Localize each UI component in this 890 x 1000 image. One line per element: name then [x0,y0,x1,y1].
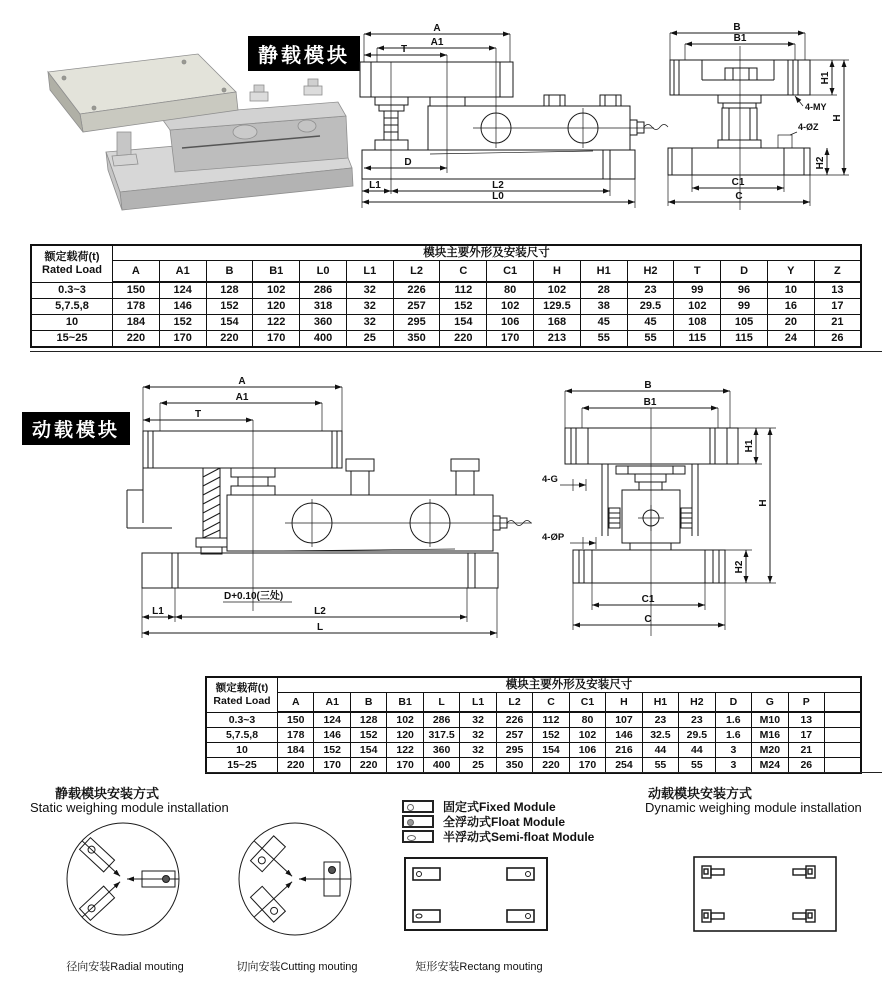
dim-label-T: T [400,44,408,55]
column-header: L1 [346,261,393,283]
table-cell: 38 [580,299,627,315]
column-header: L [423,693,459,713]
table-row [31,315,861,331]
dim-label-D: D [404,157,412,168]
column-header: G [752,693,788,713]
table-cell: 170 [487,331,534,348]
table-cell: 400 [423,758,459,774]
table-cell: 28 [580,282,627,299]
caption-cutting: 切向安装Cutting mouting [236,961,358,973]
module-type-legend [402,799,594,844]
table-cell: 152 [314,743,350,758]
table-cell: 108 [674,315,721,331]
dim-label-A: A [238,376,246,387]
dim-label-B1: B1 [733,33,747,44]
table-cell: M10 [752,712,788,728]
table-cell: 102 [253,282,300,299]
table-cell: 129.5 [534,299,581,315]
table-cell: 102 [487,299,534,315]
static-side-drawing [652,18,890,223]
table-cell: 350 [496,758,532,774]
column-header: A1 [314,693,350,713]
table-cell: 26 [788,758,824,774]
table-cell: 152 [533,728,569,743]
table-cell: 170 [314,758,350,774]
table-cell: 1.6 [715,712,751,728]
divider-line [205,772,882,773]
table-cell: 32 [346,282,393,299]
static-front-drawing [358,18,673,223]
rectangular-mounting-diagram [400,853,560,945]
column-header: H2 [627,261,674,283]
table-cell: 122 [387,743,423,758]
rated-load-header: 额定载荷(t) Rated Load [31,245,113,282]
table-cell: 124 [159,282,206,299]
table-cell: 16 [767,299,814,315]
column-header: B1 [387,693,423,713]
table-cell: 55 [679,758,715,774]
dim-label-4G: 4-G [542,474,558,485]
table-cell: 102 [534,282,581,299]
table-cell: 99 [674,282,721,299]
table-cell: 115 [674,331,721,348]
table-cell: 25 [346,331,393,348]
table-row [206,758,861,774]
table-cell: 152 [206,299,253,315]
column-header: H [606,693,642,713]
dim-label-4OZ: 4-ØZ [798,122,819,132]
dim-label-H1: H1 [820,71,831,85]
table-cell: 150 [113,282,160,299]
table-cell: 105 [721,315,768,331]
dim-label-A1: A1 [235,392,249,403]
dim-label-L2: L2 [492,180,504,191]
dynamic-dimension-table [205,676,862,774]
column-header: Z [814,261,861,283]
table-cell: 154 [206,315,253,331]
table-cell: 55 [580,331,627,348]
table-cell: 286 [300,282,347,299]
table-cell: 400 [300,331,347,348]
table-cell: 80 [487,282,534,299]
dim-label-L0: L0 [492,191,504,202]
table-cell: 10 [767,282,814,299]
column-header: A [113,261,160,283]
table-cell: 178 [113,299,160,315]
table-cell: 120 [387,728,423,743]
table-cell: 112 [440,282,487,299]
legend-item-float: 全浮动式Float Module [402,814,594,829]
table-cell: 25 [460,758,496,774]
dynamic-install-title-cn: 动载模块安装方式 [648,786,753,801]
table-cell: 178 [278,728,314,743]
table-header-row [31,245,861,261]
table-row [206,728,861,743]
table-cell: 295 [393,315,440,331]
table-row [31,299,861,315]
dim-label-H2: H2 [815,156,826,170]
column-header: H1 [642,693,678,713]
table-cell: 10 [31,315,113,331]
table-columns-row [31,261,861,283]
dim-label-D: D+0.10(三处) [224,591,284,602]
table-cell [825,743,861,758]
static-dimension-table [30,244,862,348]
column-header: D [721,261,768,283]
table-cell: 10 [206,743,278,758]
table-cell: 128 [350,712,386,728]
table-cell: 295 [496,743,532,758]
table-cell: 216 [606,743,642,758]
table-cell: 96 [721,282,768,299]
table-cell: 13 [788,712,824,728]
table-cell: 152 [159,315,206,331]
column-header: H1 [580,261,627,283]
table-cell: 29.5 [679,728,715,743]
column-header: B1 [253,261,300,283]
dynamic-front-drawing [120,373,545,663]
column-header: B [206,261,253,283]
table-cell: 128 [206,282,253,299]
table-row [206,743,861,758]
table-cell: 32 [460,743,496,758]
table-cell: 45 [580,315,627,331]
table-cell: 21 [788,743,824,758]
table-cell: 257 [496,728,532,743]
table-cell: 23 [679,712,715,728]
dim-label-4OP: 4-ØP [542,532,565,543]
dim-label-C1: C1 [731,177,745,188]
dim-label-T: T [194,409,202,420]
table-cell: 45 [627,315,674,331]
dim-label-H: H [832,114,843,122]
dim-label-L1: L1 [369,180,381,191]
table-cell: 13 [814,282,861,299]
table-cell: 5,7.5,8 [206,728,278,743]
dim-label-A: A [433,23,441,34]
table-cell: 32.5 [642,728,678,743]
column-header: B [350,693,386,713]
float-module-icon [402,815,434,828]
dim-label-H1: H1 [744,439,755,453]
column-header: D [715,693,751,713]
table-cell [825,728,861,743]
dim-label-B1: B1 [643,397,657,408]
dynamic-module-badge: 动载模块 [22,412,130,445]
table-cell: 317.5 [423,728,459,743]
table-cell: 0.3~3 [206,712,278,728]
table-cell: 220 [533,758,569,774]
table-cell [825,712,861,728]
table-cell: 220 [350,758,386,774]
table-cell: 170 [387,758,423,774]
table-cell: 44 [679,743,715,758]
table-cell: M24 [752,758,788,774]
fixed-module-icon [402,800,434,813]
table-cell: 32 [346,299,393,315]
table-cell: 102 [674,299,721,315]
table-cell: 102 [569,728,605,743]
table-cell: 286 [423,712,459,728]
table-cell: 154 [440,315,487,331]
table-cell: 154 [350,743,386,758]
dim-label-A1: A1 [430,37,444,48]
table-cell: 360 [423,743,459,758]
table-cell: 150 [278,712,314,728]
table-cell: 107 [606,712,642,728]
column-header: L0 [300,261,347,283]
span-header: 模块主要外形及安装尺寸 [278,677,862,693]
table-cell: 350 [393,331,440,348]
rated-load-header: 额定载荷(t) Rated Load [206,677,278,712]
table-cell: 32 [460,712,496,728]
span-header: 模块主要外形及安装尺寸 [113,245,862,261]
table-cell: 220 [278,758,314,774]
column-header: T [674,261,721,283]
caption-radial: 径向安装Radial mouting [66,961,184,973]
column-header: C1 [487,261,534,283]
dynamic-side-drawing [540,378,890,663]
table-cell: 3 [715,758,751,774]
table-row [31,331,861,348]
table-cell: 44 [642,743,678,758]
dim-label-B: B [733,22,741,33]
table-cell: 220 [113,331,160,348]
table-cell: 23 [627,282,674,299]
table-cell: 23 [642,712,678,728]
table-cell: 120 [253,299,300,315]
table-cell: 102 [387,712,423,728]
table-cell: 124 [314,712,350,728]
dim-label-4MY: 4-MY [805,102,827,112]
table-cell: 26 [814,331,861,348]
table-cell: 24 [767,331,814,348]
table-cell: M16 [752,728,788,743]
table-cell: 32 [460,728,496,743]
divider-line [30,351,882,352]
column-header: P [788,693,824,713]
table-cell: 55 [627,331,674,348]
column-header: L2 [496,693,532,713]
table-cell: 170 [569,758,605,774]
table-row [31,282,861,299]
table-cell [825,758,861,774]
column-header: L1 [460,693,496,713]
table-cell: 0.3~3 [31,282,113,299]
table-cell: 213 [534,331,581,348]
table-cell: 15~25 [31,331,113,348]
legend-item-fixed: 固定式Fixed Module [402,799,594,814]
column-header: L2 [393,261,440,283]
column-header: C1 [569,693,605,713]
dim-label-B: B [644,380,652,391]
table-cell: 1.6 [715,728,751,743]
table-cell: 15~25 [206,758,278,774]
dim-label-C: C [644,614,652,625]
table-cell: 184 [113,315,160,331]
table-cell: 152 [350,728,386,743]
table-cell: 318 [300,299,347,315]
static-install-title-en: Static weighing module installation [30,800,229,815]
table-cell: 21 [814,315,861,331]
table-header-row [206,677,861,693]
legend-item-semi-float: 半浮动式Semi-float Module [402,829,594,844]
dim-label-L1: L1 [152,606,164,617]
table-cell: 220 [440,331,487,348]
table-cell: 55 [642,758,678,774]
dim-label-L: L [316,622,324,633]
table-cell: M20 [752,743,788,758]
table-cell: 29.5 [627,299,674,315]
table-cell: 17 [814,299,861,315]
table-cell: 106 [569,743,605,758]
table-columns-row [206,693,861,713]
table-cell: 254 [606,758,642,774]
table-cell: 226 [393,282,440,299]
table-cell: 220 [206,331,253,348]
table-cell: 112 [533,712,569,728]
dim-label-H2: H2 [734,560,745,574]
column-header: H2 [679,693,715,713]
table-cell: 257 [393,299,440,315]
table-cell: 122 [253,315,300,331]
table-cell: 32 [346,315,393,331]
table-cell: 5,7.5,8 [31,299,113,315]
dim-label-C: C [735,191,743,202]
table-cell: 152 [440,299,487,315]
static-module-badge: 静载模块 [248,36,360,71]
table-row [206,712,861,728]
column-header: A [278,693,314,713]
dynamic-install-title-en: Dynamic weighing module installation [645,800,862,815]
table-cell: 154 [533,743,569,758]
column-header: A1 [159,261,206,283]
table-cell: 170 [159,331,206,348]
table-cell: 170 [253,331,300,348]
table-cell: 146 [159,299,206,315]
table-cell: 146 [314,728,350,743]
radial-mounting-diagram [35,818,215,946]
table-cell: 146 [606,728,642,743]
table-cell: 184 [278,743,314,758]
table-cell: 20 [767,315,814,331]
caption-rectangular: 矩形安装Rectang mouting [415,961,543,973]
table-cell: 226 [496,712,532,728]
table-cell: 3 [715,743,751,758]
table-cell: 168 [534,315,581,331]
table-cell: 115 [721,331,768,348]
semi-float-module-icon [402,830,434,843]
table-cell: 80 [569,712,605,728]
dim-label-H: H [758,499,769,507]
table-cell: 106 [487,315,534,331]
column-header: Y [767,261,814,283]
dim-label-C1: C1 [641,594,655,605]
column-header [825,693,861,713]
column-header: C [440,261,487,283]
table-cell: 99 [721,299,768,315]
table-cell: 17 [788,728,824,743]
table-cell: 360 [300,315,347,331]
static-install-title-cn: 静载模块安装方式 [55,786,160,801]
cutting-mounting-diagram [210,818,390,946]
column-header: H [534,261,581,283]
dim-label-L2: L2 [314,606,326,617]
column-header: C [533,693,569,713]
dynamic-installation-diagram [688,853,846,941]
